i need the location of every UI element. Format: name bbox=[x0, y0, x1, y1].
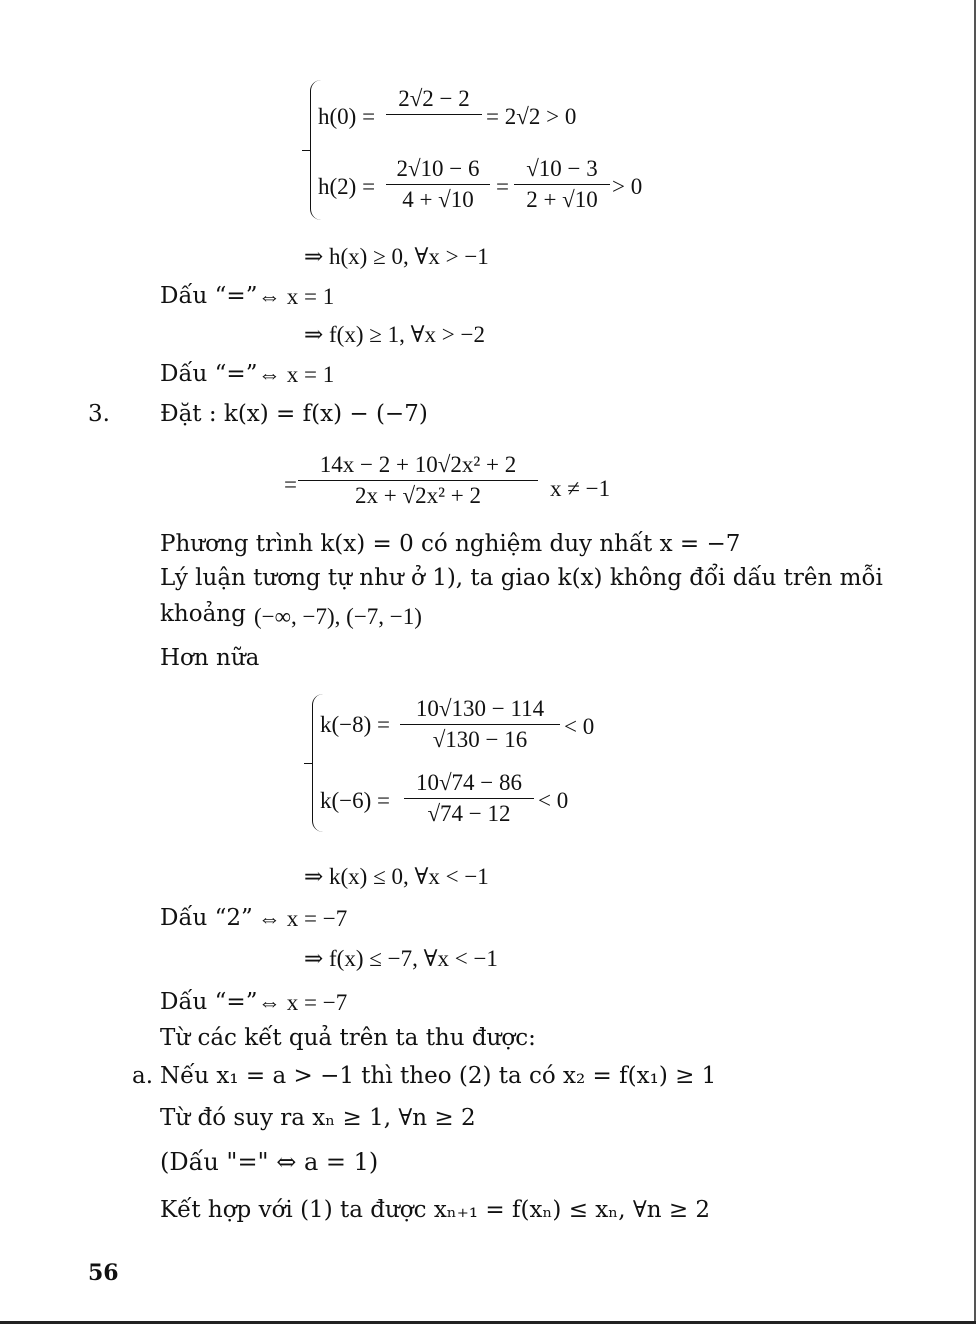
h2-left: h(2) = bbox=[318, 174, 376, 199]
k-fraction bbox=[298, 452, 538, 509]
h0-right: = 2√2 > 0 bbox=[486, 104, 577, 129]
item-3-definition: Đặt : k(x) = f(x) − (−7) bbox=[160, 401, 428, 427]
h2-denominator-2: 2 + √10 bbox=[526, 187, 598, 212]
dau-value-4: ⇔ x = −7 bbox=[258, 990, 348, 1015]
h0-fraction bbox=[386, 86, 482, 117]
paragraph-6: Từ đó suy ra xₙ ≥ 1, ∀n ≥ 2 bbox=[160, 1105, 476, 1131]
h2-numerator-1: 2√10 − 6 bbox=[396, 156, 480, 181]
item-a-label: a. bbox=[132, 1063, 154, 1089]
paragraph-8: Kết hợp với (1) ta được xₙ₊₁ = f(xₙ) ≤ xₙ, ∀n ≥ 2 bbox=[160, 1197, 711, 1223]
line-h-ge: ⇒ h(x) ≥ 0, ∀x > −1 bbox=[304, 244, 489, 269]
h2-equals: = bbox=[496, 174, 509, 199]
h2-fraction-2 bbox=[514, 156, 610, 213]
k6-right: < 0 bbox=[538, 788, 569, 813]
line-k-le: ⇒ k(x) ≤ 0, ∀x < −1 bbox=[304, 864, 489, 889]
paragraph-3-word: khoảng bbox=[160, 601, 246, 627]
paragraph-4: Hơn nữa bbox=[160, 645, 260, 671]
line-f-ge: ⇒ f(x) ≥ 1, ∀x > −2 bbox=[304, 322, 485, 347]
dau-label-1: Dấu “=” bbox=[160, 283, 258, 309]
k8-denominator: √130 − 16 bbox=[432, 727, 528, 752]
system-brace-2-tip bbox=[304, 763, 312, 764]
line-f-le: ⇒ f(x) ≤ −7, ∀x < −1 bbox=[304, 946, 498, 971]
paragraph-5: Từ các kết quả trên ta thu được: bbox=[160, 1025, 536, 1051]
item-3-number: 3. bbox=[88, 401, 110, 427]
dau-value-3: ⇔ x = −7 bbox=[258, 906, 348, 931]
fraction-bar bbox=[400, 724, 560, 725]
k6-denominator: √74 − 12 bbox=[427, 801, 511, 826]
page-number: 56 bbox=[88, 1260, 119, 1286]
k8-numerator: 10√130 − 114 bbox=[415, 696, 545, 721]
paragraph-7: (Dấu "=" ⇔ a = 1) bbox=[160, 1148, 379, 1176]
k-denominator: 2x + √2x² + 2 bbox=[355, 483, 481, 508]
paragraph-1: Phương trình k(x) = 0 có nghiệm duy nhất x = −7 bbox=[160, 531, 741, 557]
dau-value-1: ⇔ x = 1 bbox=[258, 284, 335, 309]
h0-numerator: 2√2 − 2 bbox=[398, 86, 470, 111]
k6-numerator: 10√74 − 86 bbox=[415, 770, 523, 795]
h0-left: h(0) = bbox=[318, 104, 376, 129]
dau-label-2: Dấu “=” bbox=[160, 361, 258, 387]
h2-right: > 0 bbox=[612, 174, 643, 199]
system-brace-1-tip bbox=[302, 150, 310, 151]
k-fraction-equals: = bbox=[284, 472, 297, 497]
k-numerator: 14x − 2 + 10√2x² + 2 bbox=[319, 452, 517, 477]
dau-label-3: Dấu “2” bbox=[160, 905, 253, 931]
dau-label-4: Dấu “=” bbox=[160, 989, 258, 1015]
fraction-bar bbox=[298, 480, 538, 481]
h2-fraction-1 bbox=[386, 156, 490, 213]
paragraph-3-intervals: (−∞, −7), (−7, −1) bbox=[254, 604, 422, 629]
h2-numerator-2: √10 − 3 bbox=[526, 156, 598, 181]
k8-fraction bbox=[400, 696, 560, 753]
k6-left: k(−6) = bbox=[320, 788, 391, 813]
fraction-bar bbox=[386, 114, 482, 115]
k6-fraction bbox=[404, 770, 534, 827]
h2-denominator-1: 4 + √10 bbox=[402, 187, 474, 212]
paragraph-2: Lý luận tương tự như ở 1), ta giao k(x) không đổi dấu trên mỗi bbox=[160, 565, 883, 591]
k-condition: x ≠ −1 bbox=[550, 476, 611, 501]
k8-right: < 0 bbox=[564, 714, 595, 739]
fraction-bar bbox=[386, 184, 490, 185]
fraction-bar bbox=[404, 798, 534, 799]
fraction-bar bbox=[514, 184, 610, 185]
k8-left: k(−8) = bbox=[320, 712, 391, 737]
dau-value-2: ⇔ x = 1 bbox=[258, 362, 335, 387]
item-a-text: Nếu x₁ = a > −1 thì theo (2) ta có x₂ = f(x₁) ≥ 1 bbox=[160, 1063, 717, 1089]
